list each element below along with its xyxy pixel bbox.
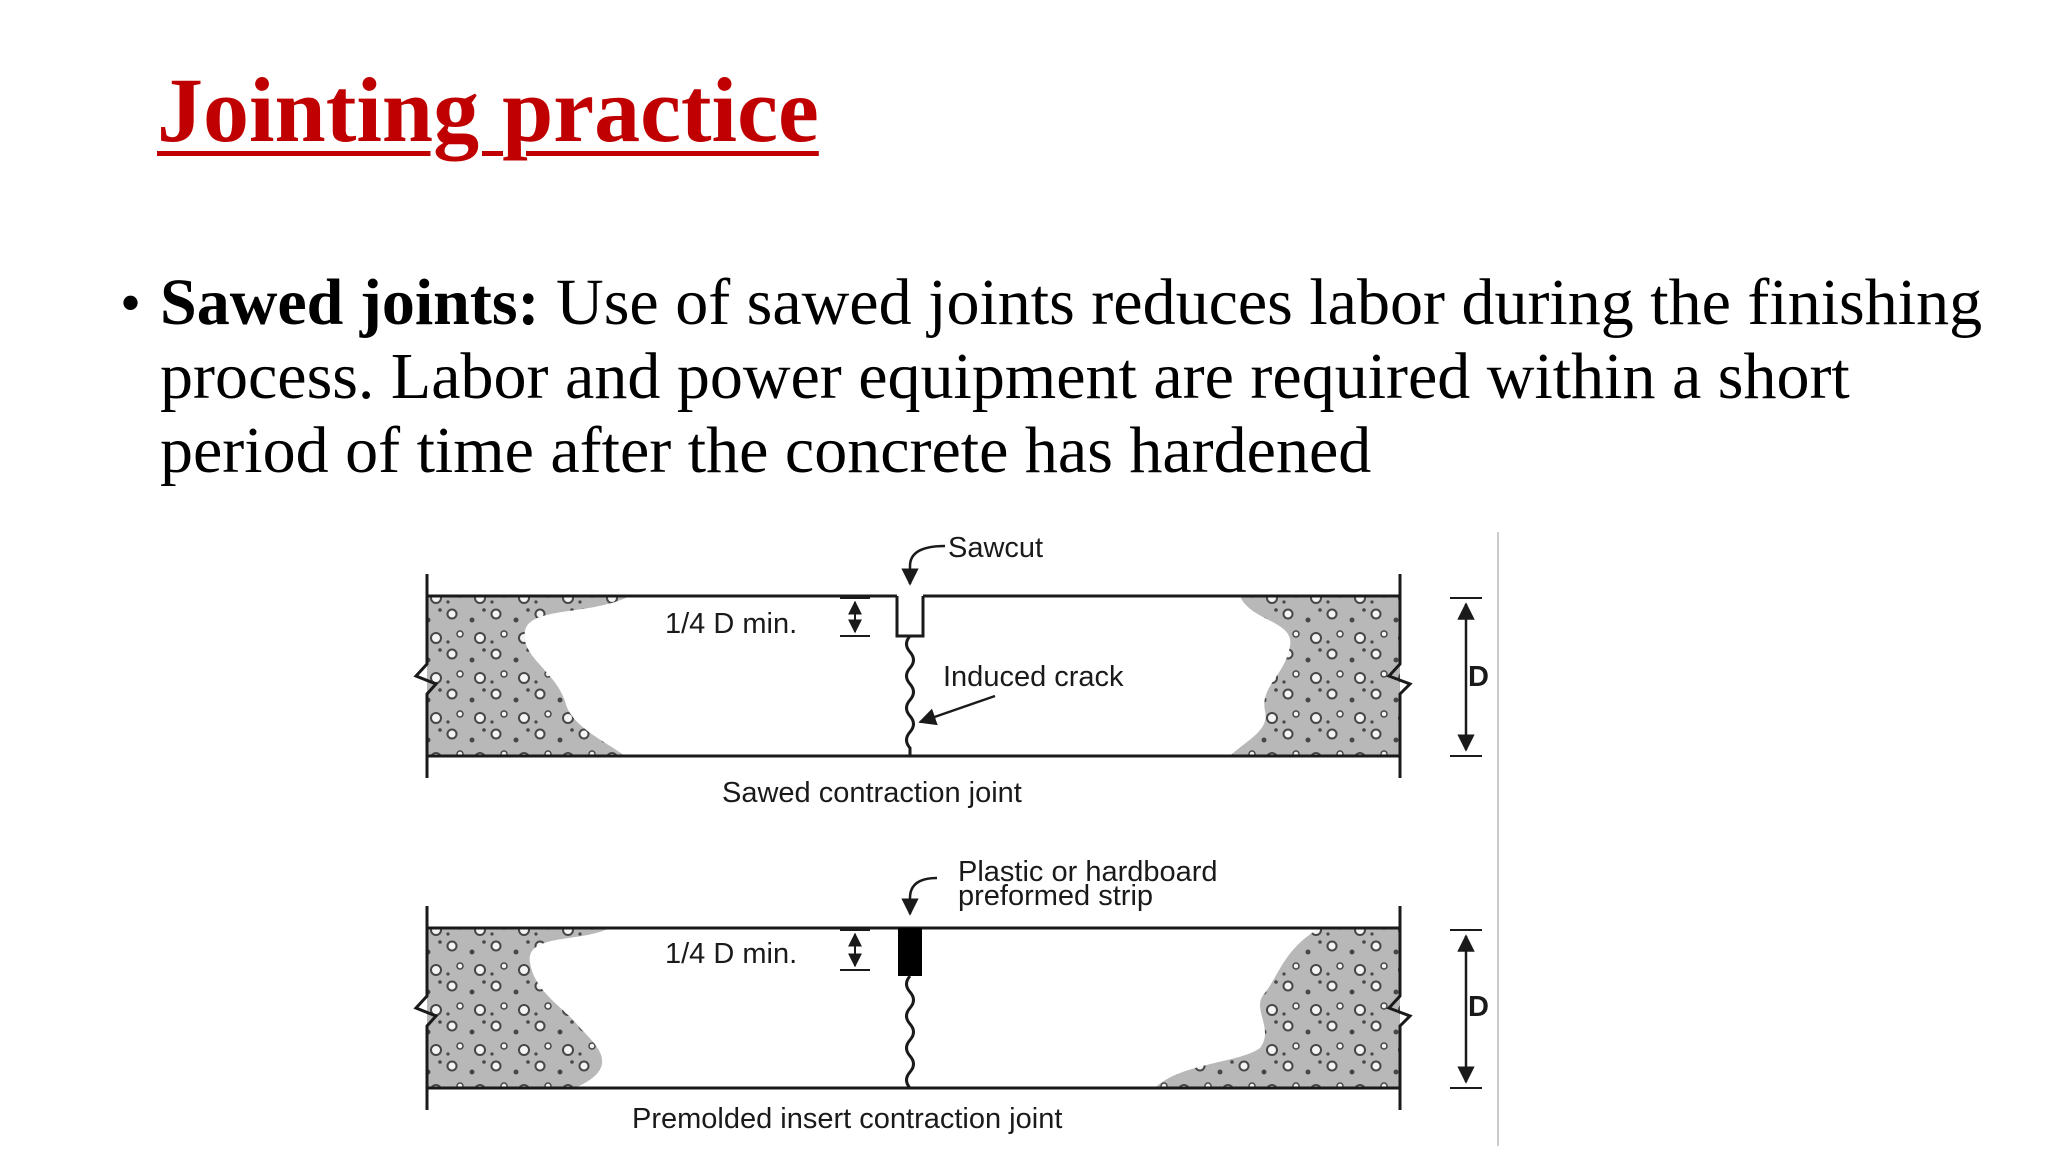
joint-diagram: [400, 526, 1520, 1146]
sawcut-slot: [897, 596, 923, 636]
premolded-joint-panel: [416, 856, 1489, 1135]
bullet-marker: •: [120, 270, 142, 336]
strip-label-line2: preformed strip: [958, 880, 1154, 912]
slide-title: Jointing practice: [157, 59, 819, 161]
bullet-body: Use of sawed joints reduces labor during the finishing process. Labor and power equipment are required within a short period of time after the concrete has hardened: [160, 266, 1983, 487]
premolded-caption: Premolded insert contraction joint: [632, 1103, 1063, 1135]
thickness-label: D: [1468, 661, 1489, 693]
bullet-item: [160, 266, 2010, 488]
preformed-strip: [898, 928, 922, 976]
bullet-list: [120, 266, 2010, 488]
bullet-term: Sawed joints:: [160, 266, 540, 339]
induced-crack-2: [907, 976, 914, 1088]
quarter-depth-label-2: 1/4 D min.: [665, 938, 798, 970]
sawed-joint-panel: [416, 532, 1489, 809]
thickness-label-2: D: [1468, 991, 1489, 1023]
sawcut-label: Sawcut: [948, 532, 1044, 564]
induced-crack-label: Induced crack: [943, 661, 1124, 693]
induced-crack: [907, 636, 914, 756]
quarter-depth-label: 1/4 D min.: [665, 608, 798, 640]
strip-label-line1: Plastic or hardboard: [958, 856, 1218, 888]
sawed-caption: Sawed contraction joint: [722, 777, 1022, 809]
